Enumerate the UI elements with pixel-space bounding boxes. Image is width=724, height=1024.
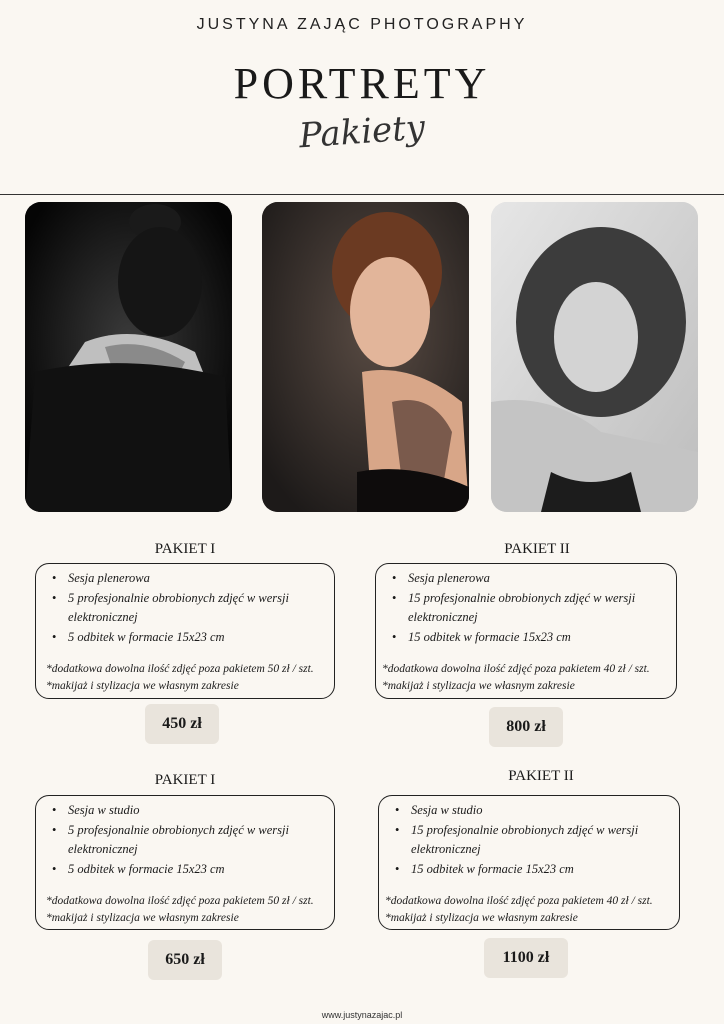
package-4-details <box>378 795 680 930</box>
package-2-name: PAKIET II <box>504 541 570 557</box>
brand-name: JUSTYNA ZAJĄC PHOTOGRAPHY <box>196 16 528 33</box>
portrait-photo-3 <box>491 202 698 512</box>
package-1-details <box>35 563 335 699</box>
package-2-details <box>375 563 677 699</box>
package-3-item: • 5 profesjonalnie obrobionych zdjęć w wersji elektronicznej <box>46 821 326 860</box>
portrait-photo-1 <box>25 202 232 512</box>
package-4-item: • 15 profesjonalnie obrobionych zdjęć w wersji elektronicznej <box>389 821 671 860</box>
package-1-item: • 5 odbitek w formacie 15x23 cm <box>46 628 326 648</box>
website-link[interactable]: www.justynazajac.pl <box>321 1010 403 1020</box>
page-title: PORTRETY <box>233 59 491 108</box>
package-4-item: • 15 odbitek w formacie 15x23 cm <box>389 860 671 880</box>
package-3-details <box>35 795 335 930</box>
package-3-item: • 5 odbitek w formacie 15x23 cm <box>46 860 326 880</box>
package-1-name: PAKIET I <box>154 541 216 557</box>
package-1-item: • Sesja plenerowa <box>46 569 326 589</box>
package-4-item: • Sesja w studio <box>389 801 671 821</box>
package-1-note: *dodatkowa dowolna ilość zdjęć poza pakietem 50 zł / szt. <box>46 663 314 675</box>
package-4-name: PAKIET II <box>508 768 574 784</box>
package-3-item: • Sesja w studio <box>46 801 326 821</box>
portrait-photo-2 <box>262 202 469 512</box>
package-4-note: *dodatkowa dowolna ilość zdjęć poza pakietem 40 zł / szt. <box>385 895 653 907</box>
package-1-note: *makijaż i stylizacja we własnym zakresie <box>46 680 239 692</box>
package-3-note: *dodatkowa dowolna ilość zdjęć poza pakietem 50 zł / szt. <box>46 895 314 907</box>
package-2-item: • 15 profesjonalnie obrobionych zdjęć w wersji elektronicznej <box>386 589 668 628</box>
package-2-price: 800 zł <box>489 707 563 747</box>
package-2-note: *makijaż i stylizacja we własnym zakresie <box>382 680 575 692</box>
package-4-price: 1100 zł <box>484 938 568 978</box>
package-1-price: 450 zł <box>145 704 219 744</box>
package-2-item: • Sesja plenerowa <box>386 569 668 589</box>
package-3-name: PAKIET I <box>154 772 216 788</box>
page-subtitle: Pakiety <box>297 107 427 157</box>
header-divider <box>0 194 724 195</box>
package-1-item: • 5 profesjonalnie obrobionych zdjęć w wersji elektronicznej <box>46 589 326 628</box>
package-3-price: 650 zł <box>148 940 222 980</box>
package-2-note: *dodatkowa dowolna ilość zdjęć poza pakietem 40 zł / szt. <box>382 663 650 675</box>
package-3-note: *makijaż i stylizacja we własnym zakresie <box>46 912 239 924</box>
package-2-item: • 15 odbitek w formacie 15x23 cm <box>386 628 668 648</box>
package-4-note: *makijaż i stylizacja we własnym zakresie <box>385 912 578 924</box>
